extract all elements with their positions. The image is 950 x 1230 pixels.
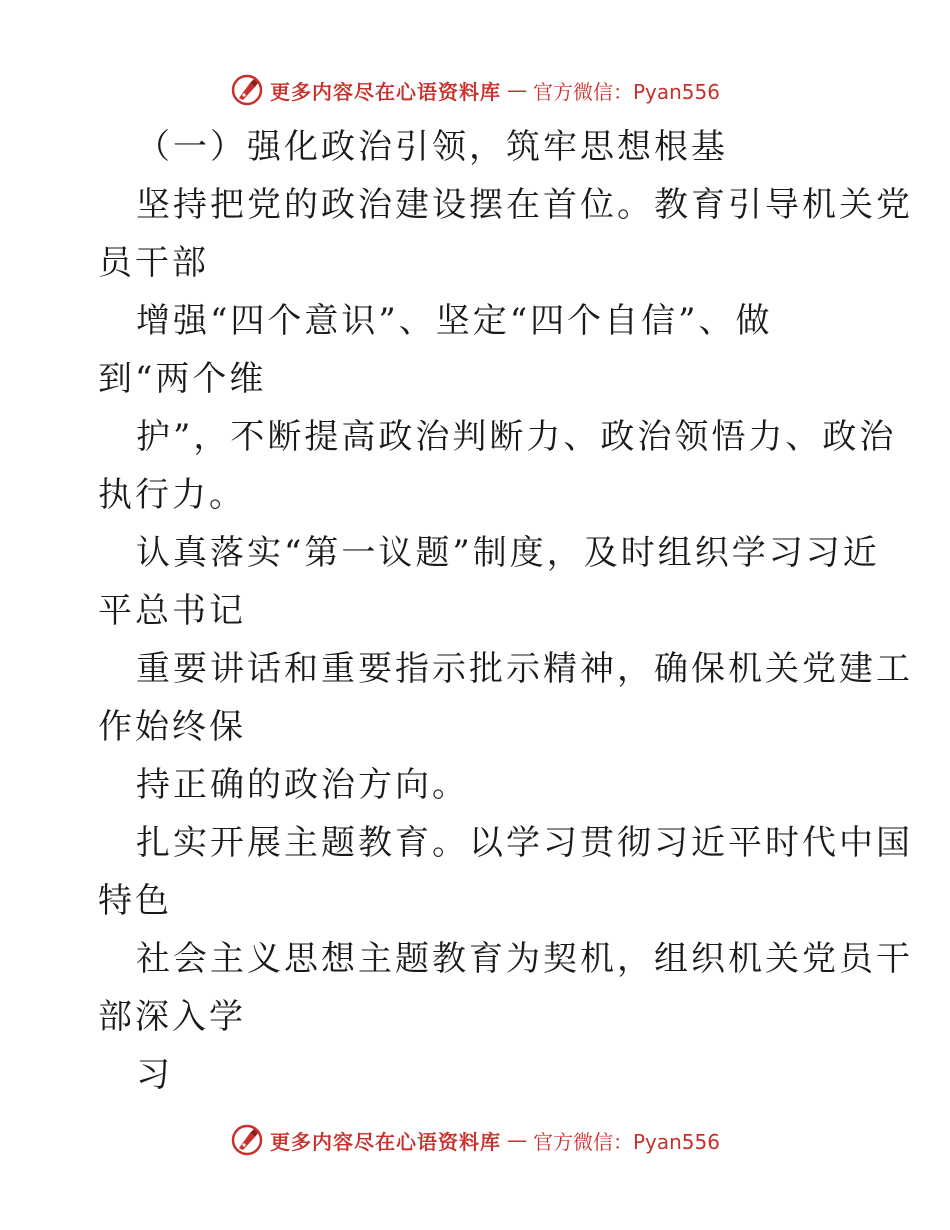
pen-nib-logo-icon [230, 73, 264, 107]
header-banner [0, 70, 950, 110]
header-banner-contact: 官方微信：Pyan556 [532, 79, 720, 104]
text-line: 特色 [98, 881, 172, 921]
text-line: 到“两个维 [98, 359, 267, 399]
text-line: 持正确的政治方向。 [136, 765, 469, 805]
text-line: 作始终保 [98, 707, 246, 747]
header-banner-text: 更多内容尽在心语资料库 [269, 79, 501, 104]
text-line: 员干部 [98, 243, 209, 283]
text-line: （一）强化政治引领，筑牢思想根基 [136, 127, 728, 167]
text-line: 重要讲话和重要指示批示精神，确保机关党建工 [136, 649, 913, 689]
text-line: 执行力。 [98, 475, 246, 515]
footer-banner-text: 更多内容尽在心语资料库 [269, 1129, 501, 1154]
text-line: 社会主义思想主题教育为契机，组织机关党员干 [136, 939, 913, 979]
footer-banner [0, 1120, 950, 1160]
text-line: 认真落实“第一议题”制度，及时组织学习习近 [136, 533, 880, 573]
text-line: 增强“四个意识”、坚定“四个自信”、做 [136, 301, 773, 341]
text-line: 习 [136, 1055, 173, 1095]
text-line: 部深入学 [98, 997, 246, 1037]
text-line: 坚持把党的政治建设摆在首位。教育引导机关党 [136, 185, 913, 225]
text-line: 扎实开展主题教育。以学习贯彻习近平时代中国 [136, 823, 913, 863]
text-line: 平总书记 [98, 591, 246, 631]
text-line: 护”，不断提高政治判断力、政治领悟力、政治 [136, 417, 897, 457]
header-banner-separator: — [506, 78, 527, 102]
footer-banner-separator: — [506, 1128, 527, 1152]
footer-banner-contact: 官方微信：Pyan556 [532, 1129, 720, 1154]
document-body [98, 118, 913, 1104]
pen-nib-logo-icon [230, 1123, 264, 1157]
